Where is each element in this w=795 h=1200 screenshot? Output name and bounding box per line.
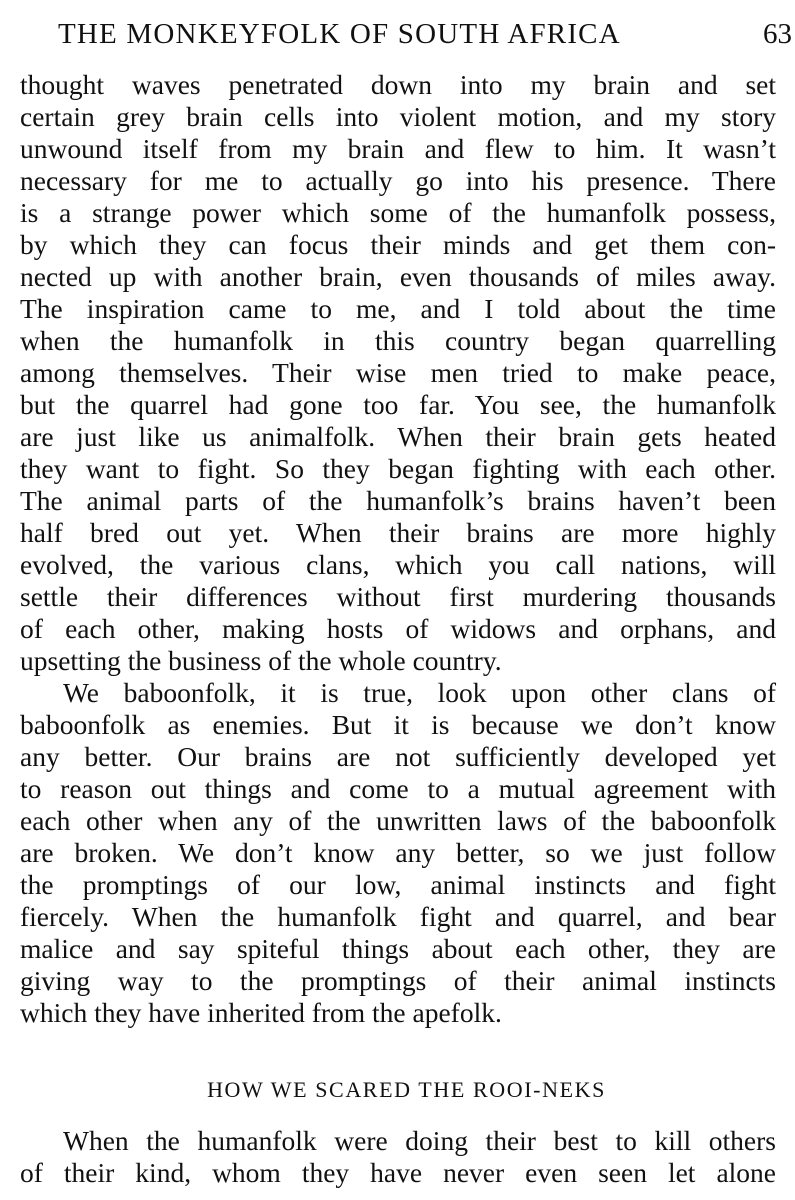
body-line: when the humanfolk in this country began quarrelling [20,325,776,356]
body-line: necessary for me to actually go into his presence. There [20,165,776,196]
body-line: half bred out yet. When their brains are more highly [20,517,776,548]
paragraph-first-line: We baboonfolk, it is true, look upon other clans of [63,677,776,708]
body-line: nected up with another brain, even thousands of miles away. [20,261,776,292]
body-line: the promptings of our low, animal instincts and fight [20,869,776,900]
body-line: The animal parts of the humanfolk’s brains haven’t been [20,485,776,516]
body-line: any better. Our brains are not sufficiently developed yet [20,741,776,772]
body-line: certain grey brain cells into violent motion, and my story [20,101,776,132]
body-line: upsetting the business of the whole country. [20,645,502,676]
running-head [58,14,792,54]
body-line: each other when any of the unwritten laws of the baboonfolk [20,805,776,836]
body-line: unwound itself from my brain and flew to him. It wasn’t [20,133,776,164]
paragraph-first-line: When the humanfolk were doing their best to kill others [63,1125,776,1156]
body-line: thought waves penetrated down into my brain and set [20,69,776,100]
body-line: The inspiration came to me, and I told about the time [20,293,776,324]
body-line: baboonfolk as enemies. But it is because we don’t know [20,709,776,740]
body-line: but the quarrel had gone too far. You see, the humanfolk [20,389,776,420]
body-line: evolved, the various clans, which you call nations, will [20,549,776,580]
body-line: is a strange power which some of the humanfolk possess, [20,197,776,228]
body-line: of their kind, whom they have never even seen let alone [20,1157,776,1188]
body-line: settle their differences without first murdering thousands [20,581,776,612]
body-line: by which they can focus their minds and get them con- [20,229,776,260]
body-line: are just like us animalfolk. When their brain gets heated [20,421,776,452]
body-line: to reason out things and come to a mutual agreement with [20,773,776,804]
page-number: 63 [763,18,792,50]
body-line: among themselves. Their wise men tried to make peace, [20,357,776,388]
running-title: THE MONKEYFOLK OF SOUTH AFRICA [58,18,621,50]
body-line: giving way to the promptings of their animal instincts [20,965,776,996]
body-line: of each other, making hosts of widows and orphans, and [20,613,776,644]
body-line: malice and say spiteful things about each other, they are [20,933,776,964]
section-heading: HOW WE SCARED THE ROOI-NEKS [207,1077,606,1102]
body-line: are broken. We don’t know any better, so we just follow [20,837,776,868]
body-line: they want to fight. So they began fighting with each other. [20,453,776,484]
body-line: which they have inherited from the apefolk. [20,997,502,1028]
body-line: fiercely. When the humanfolk fight and quarrel, and bear [20,901,776,932]
